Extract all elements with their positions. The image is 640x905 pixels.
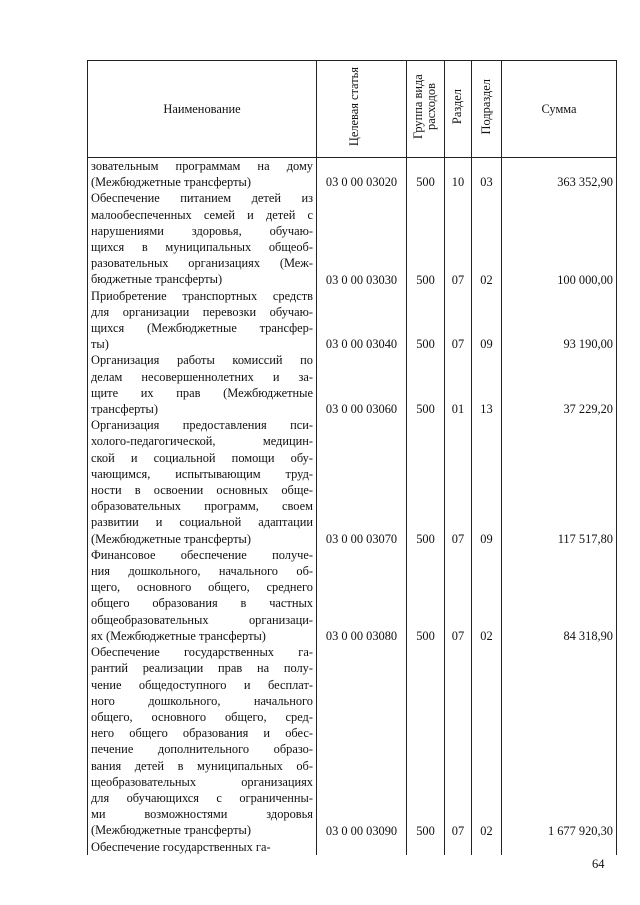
row-section: 07	[445, 288, 472, 353]
name-line: трансферты)	[91, 402, 158, 417]
row-name	[88, 158, 317, 191]
table-row	[88, 190, 617, 287]
page-number: 64	[592, 857, 605, 871]
name-line: ты)	[91, 337, 109, 352]
header-target: Целевая статья	[317, 61, 407, 158]
row-section	[445, 839, 472, 855]
name-line: ного дошкольного, начального	[91, 693, 313, 708]
row-subsection: 02	[472, 190, 502, 287]
name-line: чение общедоступного и бесплат-	[91, 677, 313, 692]
row-sum: 117 517,80	[502, 417, 617, 547]
row-subsection: 09	[472, 288, 502, 353]
row-group: 500	[407, 158, 445, 191]
row-sum: 93 190,00	[502, 288, 617, 353]
row-name	[88, 288, 317, 353]
name-line: общего образования в частных	[91, 596, 313, 611]
table-header	[88, 61, 617, 158]
name-line: зовательным программам на дому	[91, 159, 313, 173]
row-target: 03 0 00 03080	[317, 547, 407, 644]
name-line: (Межбюджетные трансферты)	[91, 531, 251, 546]
name-line: общеобразовательных организаци-	[91, 612, 313, 627]
row-subsection	[472, 839, 502, 855]
name-line: чающимся, испытывающим труд-	[91, 466, 313, 481]
name-line: щего, основного общего, среднего	[91, 580, 313, 595]
name-line: бюджетные трансферты)	[91, 272, 223, 287]
name-line: Организация предоставления пси-	[91, 418, 313, 433]
row-subsection: 13	[472, 352, 502, 417]
header-name: Наименование	[88, 61, 317, 158]
row-name	[88, 417, 317, 547]
name-line: разовательных организациях (Меж-	[91, 256, 313, 271]
row-section: 01	[445, 352, 472, 417]
row-name	[88, 839, 317, 855]
row-target: 03 0 00 03040	[317, 288, 407, 353]
table-row	[88, 352, 617, 417]
name-line: вания детей в муниципальных об-	[91, 758, 313, 773]
table-row	[88, 288, 617, 353]
name-line: Финансовое обеспечение получе-	[91, 547, 313, 562]
row-target: 03 0 00 03070	[317, 417, 407, 547]
header-sum: Сумма	[502, 61, 617, 158]
row-target: 03 0 00 03020	[317, 158, 407, 191]
row-group: 500	[407, 547, 445, 644]
table-row	[88, 644, 617, 838]
name-line: малообеспеченных семей и детей с	[91, 207, 313, 222]
name-line: щите их прав (Межбюджетные	[91, 385, 313, 400]
header-group: Группа вида расходов	[407, 61, 445, 158]
table-row	[88, 547, 617, 644]
row-group: 500	[407, 288, 445, 353]
name-line: печение дополнительного образо-	[91, 742, 313, 757]
name-line: Обеспечение государственных га-	[91, 839, 271, 854]
table-body	[88, 158, 617, 855]
name-line: ской и социальной помощи обу-	[91, 450, 313, 465]
row-subsection: 02	[472, 644, 502, 838]
row-sum	[502, 839, 617, 855]
table-row	[88, 158, 617, 191]
row-group: 500	[407, 190, 445, 287]
row-subsection: 09	[472, 417, 502, 547]
name-line: рантий реализации прав на полу-	[91, 661, 313, 676]
name-line: для организации перевозки обучаю-	[91, 304, 313, 319]
name-line: Организация работы комиссий по	[91, 353, 313, 368]
row-section: 07	[445, 190, 472, 287]
row-section: 10	[445, 158, 472, 191]
name-line: для обучающихся с ограниченны-	[91, 790, 313, 805]
name-line: ми возможностями здоровья	[91, 807, 313, 822]
name-line: общего, основного общего, сред-	[91, 709, 313, 724]
name-line: холого-педагогической, медицин-	[91, 434, 313, 449]
row-section: 07	[445, 417, 472, 547]
name-line: ния дошкольного, начального об-	[91, 564, 313, 579]
row-name	[88, 644, 317, 838]
row-section: 07	[445, 644, 472, 838]
row-target: 03 0 00 03090	[317, 644, 407, 838]
name-line: него общего образования и обес-	[91, 726, 313, 741]
header-section: Раздел	[445, 61, 472, 158]
row-subsection: 03	[472, 158, 502, 191]
row-group: 500	[407, 352, 445, 417]
name-line: щеобразовательных организациях	[91, 774, 313, 789]
name-line: развитии и социальной адаптации	[91, 515, 313, 530]
name-line: Приобретение транспортных средств	[91, 288, 313, 303]
name-line: нарушениями здоровья, обучаю-	[91, 223, 313, 238]
name-line: образовательных программ, своем	[91, 499, 313, 514]
name-line: Обеспечение государственных га-	[91, 645, 313, 660]
row-group	[407, 839, 445, 855]
row-target	[317, 839, 407, 855]
name-line: щихся в муниципальных общеоб-	[91, 240, 313, 255]
header-subsection: Подраздел	[472, 61, 502, 158]
row-group: 500	[407, 417, 445, 547]
name-line: (Межбюджетные трансферты)	[91, 823, 251, 838]
row-sum: 37 229,20	[502, 352, 617, 417]
table-row	[88, 417, 617, 547]
row-sum: 84 318,90	[502, 547, 617, 644]
row-name	[88, 190, 317, 287]
row-sum: 1 677 920,30	[502, 644, 617, 838]
name-line: ях (Межбюджетные трансферты)	[91, 628, 266, 643]
row-name	[88, 352, 317, 417]
name-line: щихся (Межбюджетные трансфер-	[91, 321, 313, 336]
table-row	[88, 839, 617, 855]
name-line: Обеспечение питанием детей из	[91, 191, 313, 206]
row-name	[88, 547, 317, 644]
name-line: делам несовершеннолетних и за-	[91, 369, 313, 384]
row-target: 03 0 00 03060	[317, 352, 407, 417]
row-subsection: 02	[472, 547, 502, 644]
row-group: 500	[407, 644, 445, 838]
budget-table	[87, 60, 617, 855]
name-line: (Межбюджетные трансферты)	[91, 175, 251, 190]
name-line: ности в освоении основных обще-	[91, 483, 313, 498]
row-sum: 100 000,00	[502, 190, 617, 287]
row-target: 03 0 00 03030	[317, 190, 407, 287]
row-section: 07	[445, 547, 472, 644]
row-sum: 363 352,90	[502, 158, 617, 191]
